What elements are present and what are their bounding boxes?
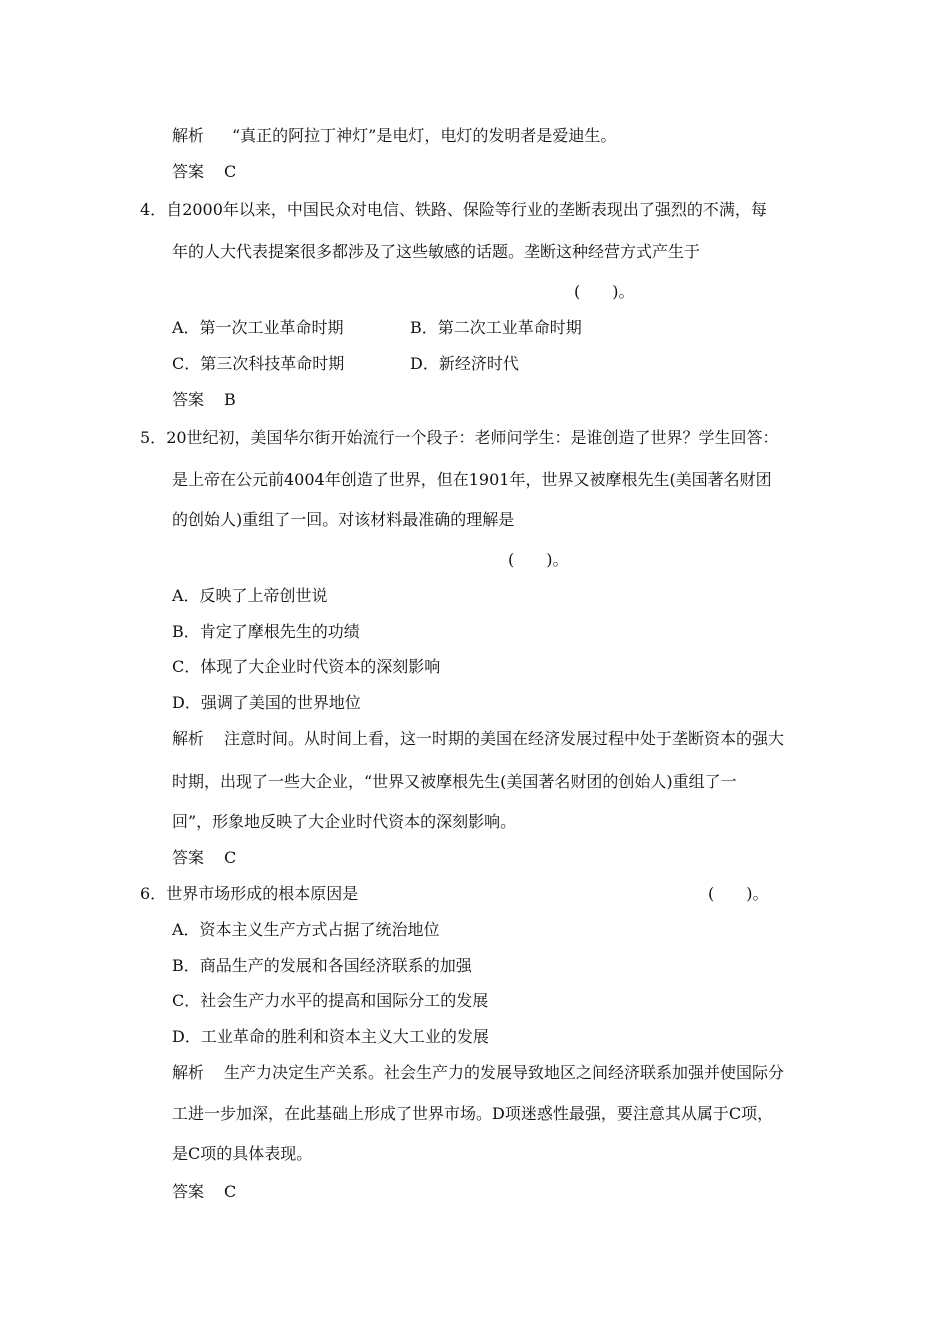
q6-option-b: B．商品生产的发展和各国经济联系的加强 <box>172 956 472 975</box>
q4-stem-line2: 年的人大代表提案很多都涉及了这些敏感的话题。垄断这种经营方式产生于 <box>172 242 701 261</box>
q6-answer-value: C <box>224 1182 237 1201</box>
q6-answer-line <box>172 1182 236 1202</box>
q5-analysis-line1 <box>172 729 784 749</box>
q3-analysis-text: “真正的阿拉丁神灯”是电灯，电灯的发明者是爱迪生。 <box>232 126 617 145</box>
q5-analysis-text1: 注意时间。从时间上看，这一时期的美国在经济发展过程中处于垄断资本的强大 <box>224 729 785 748</box>
q3-analysis-line <box>172 126 616 146</box>
q5-option-d: D．强调了美国的世界地位 <box>172 693 361 712</box>
q4-option-d: D．新经济时代 <box>410 354 519 373</box>
q5-answer-label: 答案 <box>172 848 205 867</box>
q6-option-c: C．社会生产力水平的提高和国际分工的发展 <box>172 991 489 1010</box>
q3-analysis-label: 解析 <box>172 126 205 145</box>
q5-option-a: A．反映了上帝创世说 <box>172 586 328 605</box>
q6-answer-label: 答案 <box>172 1182 205 1201</box>
q6-analysis-line2: 工进一步加深，在此基础上形成了世界市场。D项迷惑性最强，要注意其从属于C项， <box>172 1104 774 1123</box>
q5-analysis-label: 解析 <box>172 729 205 748</box>
q4-answer-blank: ( )。 <box>574 282 635 301</box>
q4-option-c: C．第三次科技革命时期 <box>172 354 345 373</box>
q6-analysis-label: 解析 <box>172 1063 205 1082</box>
q3-answer-line <box>172 162 236 182</box>
q4-stem-text1: 自2000年以来，中国民众对电信、铁路、保险等行业的垄断表现出了强烈的不满，每 <box>166 200 767 219</box>
q5-number: 5． <box>140 428 167 447</box>
q6-number: 6． <box>140 884 167 903</box>
q5-answer-line <box>172 848 236 868</box>
q6-option-a: A．资本主义生产方式占据了统治地位 <box>172 920 440 939</box>
q4-option-b: B．第二次工业革命时期 <box>410 318 582 337</box>
q5-stem-line1 <box>140 428 779 448</box>
q5-answer-blank: ( )。 <box>508 550 569 569</box>
q6-stem-text1: 世界市场形成的根本原因是 <box>166 884 359 903</box>
q3-answer-label: 答案 <box>172 162 205 181</box>
q4-stem-line1 <box>140 200 767 220</box>
q6-analysis-line1 <box>172 1063 784 1083</box>
q3-answer-value: C <box>224 162 237 181</box>
q5-stem-text1: 20世纪初，美国华尔街开始流行一个段子：老师问学生：是谁创造了世界？学生回答： <box>166 428 779 447</box>
q5-analysis-line3: 回”，形象地反映了大企业时代资本的深刻影响。 <box>172 812 517 831</box>
q4-option-a: A．第一次工业革命时期 <box>172 318 344 337</box>
q5-stem-line2: 是上帝在公元前4004年创造了世界，但在1901年，世界又被摩根先生(美国著名财团 <box>172 470 772 489</box>
q4-answer-label: 答案 <box>172 390 205 409</box>
q6-analysis-text1: 生产力决定生产关系。社会生产力的发展导致地区之间经济联系加强并使国际分 <box>224 1063 785 1082</box>
q4-answer-value: B <box>224 390 236 409</box>
q5-option-b: B．肯定了摩根先生的功绩 <box>172 622 360 641</box>
q4-answer-line <box>172 390 236 410</box>
q6-answer-blank: ( )。 <box>708 884 769 903</box>
q6-stem-line1 <box>140 884 358 904</box>
q5-answer-value: C <box>224 848 237 867</box>
q5-stem-line3: 的创始人)重组了一回。对该材料最准确的理解是 <box>172 510 515 529</box>
q5-analysis-line2: 时期，出现了一些大企业，“世界又被摩根先生(美国著名财团的创始人)重组了一 <box>172 772 737 791</box>
q6-analysis-line3: 是C项的具体表现。 <box>172 1144 313 1163</box>
q5-option-c: C．体现了大企业时代资本的深刻影响 <box>172 657 441 676</box>
q4-number: 4． <box>140 200 167 219</box>
q6-option-d: D．工业革命的胜利和资本主义大工业的发展 <box>172 1027 489 1046</box>
